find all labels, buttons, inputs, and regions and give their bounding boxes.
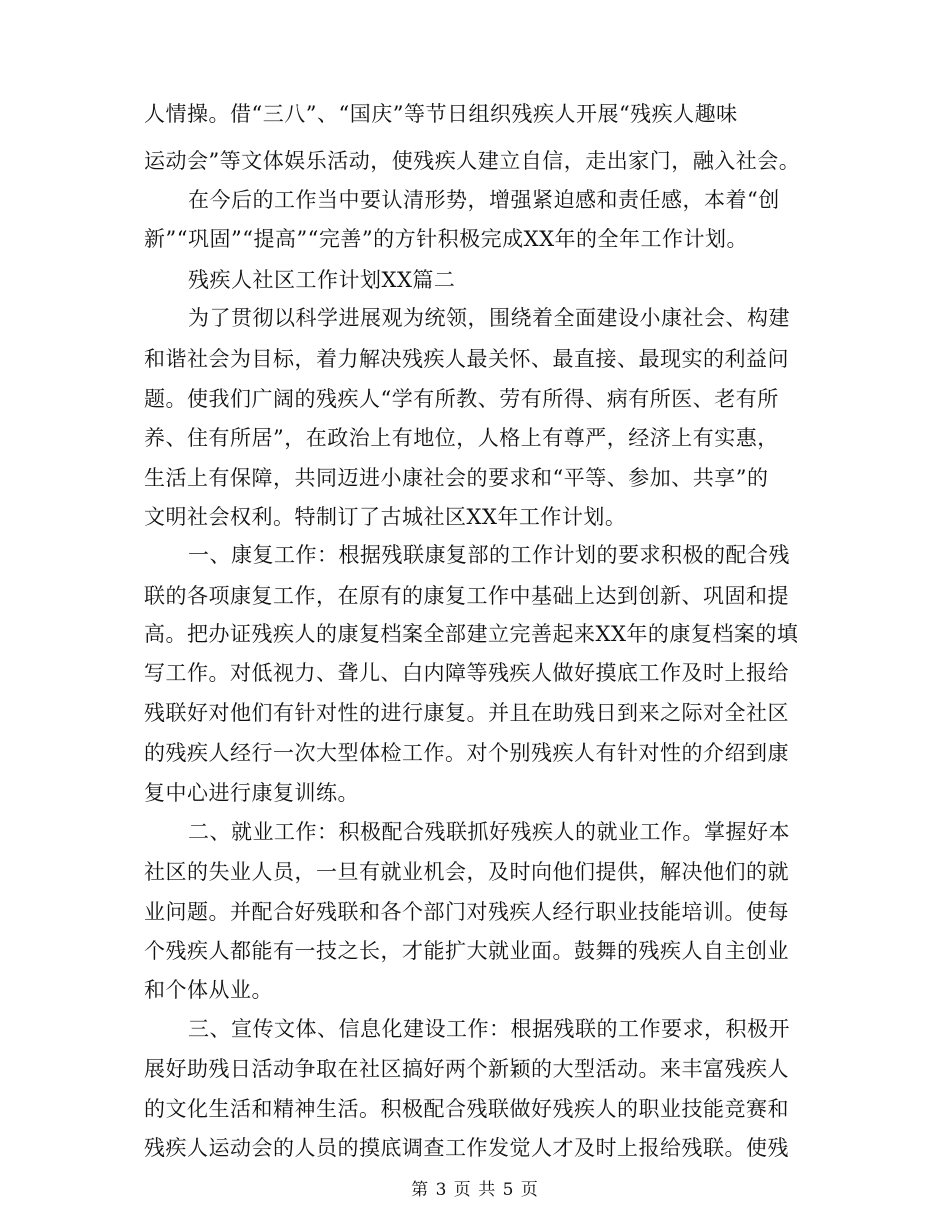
text-line: 展好助残日活动争取在社区搞好两个新颖的大型活动。来丰富残疾人: [144, 1057, 789, 1081]
text-line: 联的各项康复工作，在原有的康复工作中基础上达到创新、巩固和提: [144, 584, 789, 608]
text-line: 题。使我们广阔的残疾人“学有所教、劳有所得、病有所医、老有所: [144, 387, 779, 411]
section-heading: 残疾人社区工作计划XX篇二: [188, 268, 456, 292]
text-line: 文明社会权利。特制订了古城社区XX年工作计划。: [144, 505, 627, 529]
text-line: 业问题。并配合好残联和各个部门对残疾人经行职业技能培训。使每: [144, 900, 789, 924]
text-line: 残联好对他们有针对性的进行康复。并且在助残日到来之际对全社区: [144, 701, 789, 725]
text-line: 人情操。借“三八”、“国庆”等节日组织残疾人开展“残疾人趣味: [144, 102, 738, 126]
text-line: 在今后的工作当中要认清形势，增强紧迫感和责任感，本着“创: [188, 188, 780, 212]
text-line: 三、宣传文体、信息化建设工作：根据残联的工作要求，积极开: [188, 1017, 790, 1041]
text-line: 养、住有所居”，在政治上有地位，人格上有尊严，经济上有实惠，: [144, 426, 779, 450]
text-line: 个残疾人都能有一技之长，才能扩大就业面。鼓舞的残疾人自主创业: [144, 939, 789, 963]
text-line: 和谐社会为目标，着力解决残疾人最关怀、最直接、最现实的利益问: [144, 347, 789, 371]
text-line: 残疾人运动会的人员的摸底调查工作发觉人才及时上报给残联。使残: [144, 1136, 789, 1160]
text-line: 一、康复工作：根据残联康复部的工作计划的要求积极的配合残: [188, 543, 790, 567]
text-line: 高。把办证残疾人的康复档案全部建立完善起来XX年的康复档案的填: [144, 622, 799, 646]
text-line: 为了贯彻以科学进展观为统领，围绕着全面建设小康社会、构建: [188, 306, 790, 330]
text-line: 生活上有保障，共同迈进小康社会的要求和“平等、参加、共享”的: [144, 466, 769, 490]
text-line: 的文化生活和精神生活。积极配合残联做好残疾人的职业技能竞赛和: [144, 1097, 789, 1121]
text-line: 写工作。对低视力、聋儿、白内障等残疾人做好摸底工作及时上报给: [144, 661, 789, 685]
text-line: 复中心进行康复训练。: [144, 781, 359, 805]
text-line: 和个体从业。: [144, 978, 273, 1002]
text-line: 二、就业工作：积极配合残联抓好残疾人的就业工作。掌握好本: [188, 820, 790, 844]
text-line: 社区的失业人员，一旦有就业机会，及时向他们提供，解决他们的就: [144, 860, 789, 884]
text-line: 运动会”等文体娱乐活动，使残疾人建立自信，走出家门，融入社会。: [144, 149, 801, 173]
text-line: 的残疾人经行一次大型体检工作。对个别残疾人有针对性的介绍到康: [144, 741, 789, 765]
text-line: 新”“巩固”“提高”“完善”的方针积极完成XX年的全年工作计划。: [144, 227, 749, 251]
page-number-footer: 第 3 页 共 5 页: [411, 1180, 539, 1200]
